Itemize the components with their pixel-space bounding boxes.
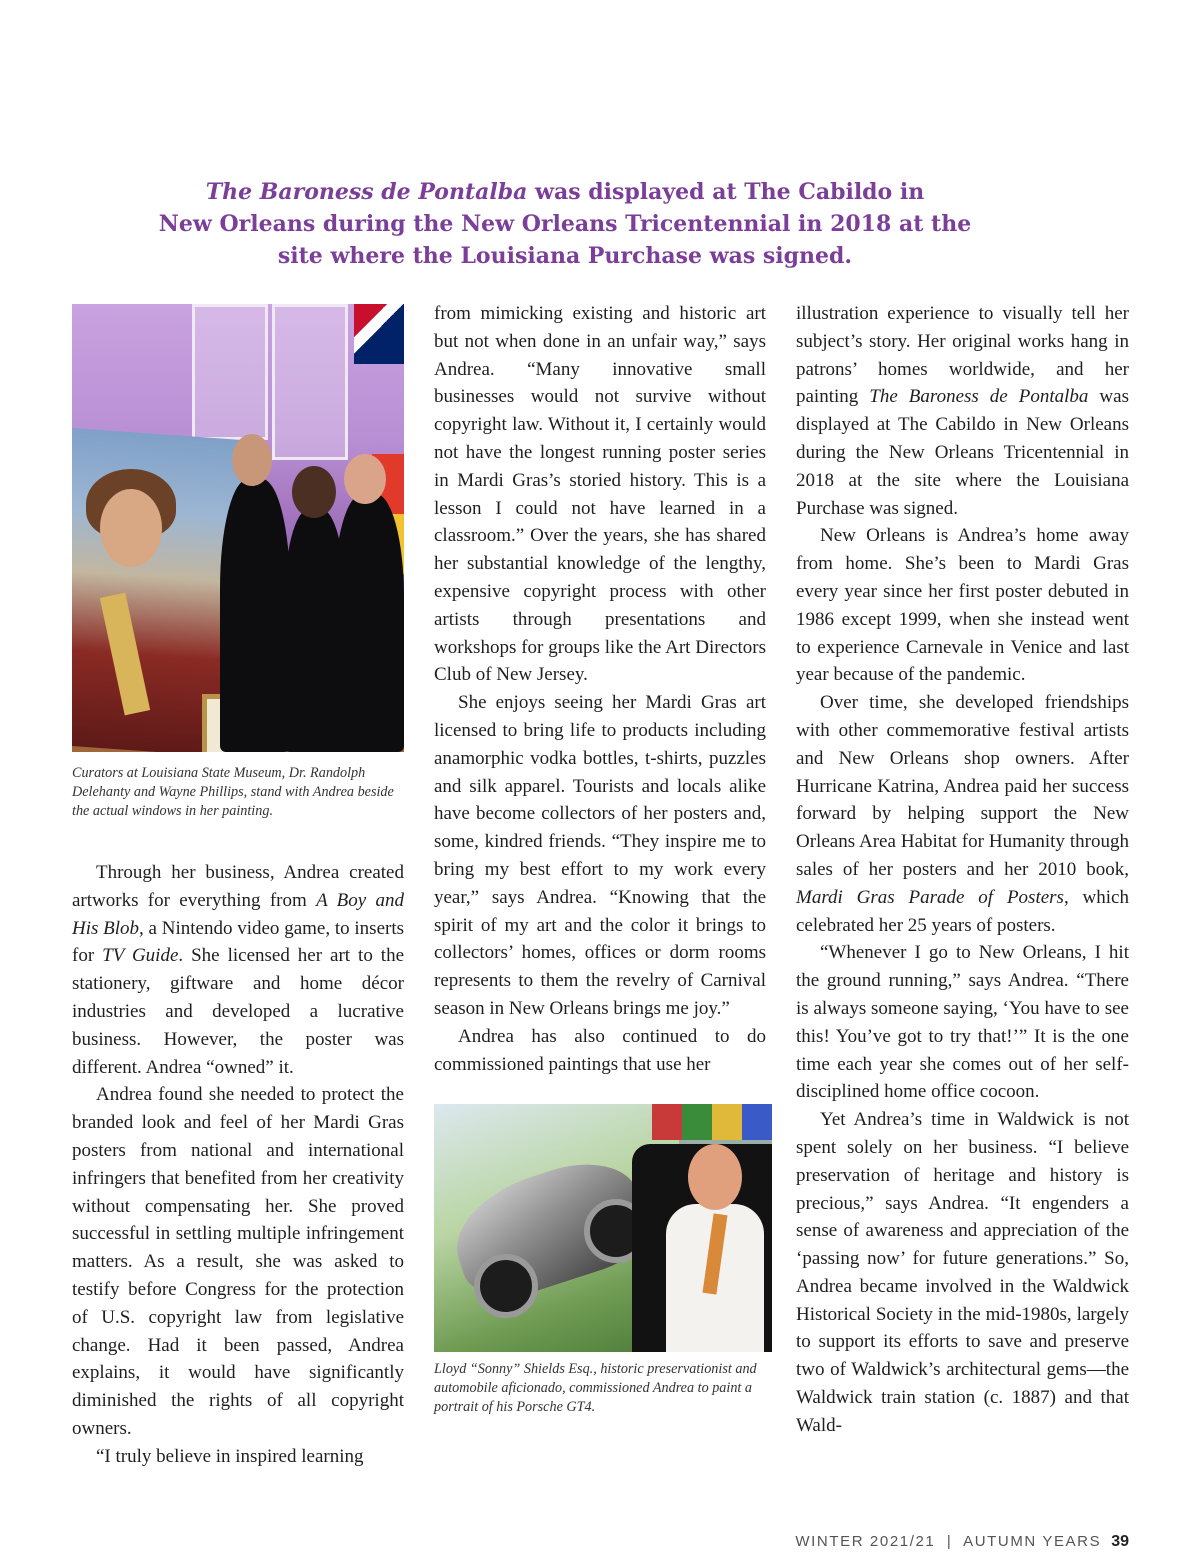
italic-title: TV Guide [102, 945, 179, 967]
person-head [232, 434, 272, 486]
pull-quote-title: The Baroness de Pontalba [205, 179, 528, 205]
text-run: illustration experience to visually tell her subject’s story. Her original works hang in patrons’ homes worldwide, and her painting [796, 303, 1129, 408]
porsche-photo [434, 1104, 772, 1352]
text-run: , which celebrated her 25 years of posters. [796, 886, 1129, 936]
flag-shape [354, 304, 404, 364]
man-head [688, 1144, 742, 1210]
text-run: a Nintendo video game, to inserts for [72, 917, 405, 967]
column-1 [72, 300, 404, 1471]
pull-quote-line3: site where the Louisiana Purchase was signed. [277, 243, 853, 269]
text-run: was displayed at The Cabildo in New Orleans during the New Orleans Tricentennial in 2018 at the site where the Louisiana Purchase was signed. [796, 386, 1129, 519]
paragraph: New Orleans is Andrea’s home away from home. She’s been to Mardi Gras every year since her first poster debuted in 1986 except 1999, when she instead went to experience Carnevale in Venice and last year because of the pandemic. [796, 525, 1129, 686]
paragraph: “Whenever I go to New Orleans, I hit the ground running,” says Andrea. “There is always someone saying, ‘You have to see this! You’ve got to try that!’” It is the one time each year she comes out of her self-disciplined home office cocoon. [796, 942, 1129, 1103]
paragraph: Yet Andrea’s time in Waldwick is not spent solely on her business. “I believe preservation of heritage and history is precious,” says Andrea. “It engenders a sense of awareness and appreciation of the ‘passing now’ for future generations.” So, Andrea became involved in the Waldwick Historical Society in the mid-1980s, largely to support its efforts to save and preserve two of Waldwick’s architectural gems—the Waldwick train station (c. 1887) and that Wald- [796, 1109, 1129, 1436]
text-run: . She licensed her art to the stationery, giftware and home décor industries and developed a lucrative business. However, the poster was different. Andrea “owned” it. [72, 945, 405, 1078]
person-head [344, 454, 386, 504]
text-run: Through her business, Andrea created artworks for everything from [72, 862, 404, 911]
paragraph: from mimicking existing and historic art but not when done in an unfair way,” says Andrea. “Many innovative small businesses would not survive without copyright law. Without it, I certainly would not have the longest running poster series in Mardi Gras’s storied history. This is a lesson I could not have learned in a classroom.” Over the years, she has shared her substantial knowledge of the lengthy, expensive copyright process with other artists through presentations and workshops for groups like the Art Directors Club of New Jersey. [434, 303, 766, 686]
window-shape [272, 304, 348, 460]
paragraph [72, 859, 404, 1081]
window-shape [192, 304, 268, 440]
page-number: 39 [1111, 1533, 1129, 1550]
photo-caption: Curators at Louisiana State Museum, Dr. Randolph Delehanty and Wayne Phillips, stand with Andrea beside the actual windows in her painting. [72, 765, 394, 819]
photo-caption: Lloyd “Sonny” Shields Esq., historic preservationist and automobile aficionado, commissioned Andrea to paint a portrait of his Porsche GT4. [434, 1361, 757, 1416]
page-footer [795, 1533, 1129, 1551]
italic-title: A Boy and His Blob, [72, 889, 404, 939]
column-3 [796, 300, 1129, 1440]
paragraph: “I truly believe in inspired learning [96, 1445, 364, 1467]
paragraph: Andrea found she needed to protect the branded look and feel of her Mardi Gras posters from national and international infringers that benefited from her creativity without compensating her. She proved successful in settling multiple infringement matters. As a result, she was asked to testify before Congress for the protection of U.S. copyright law from legislative change. Had it been passed, Andrea explains, it would have significantly diminished the rights of all copyright owners. [72, 1084, 404, 1439]
issue-label: WINTER 2021/21 | AUTUMN YEARS [795, 1533, 1102, 1550]
paragraph [796, 300, 1129, 522]
painted-face [100, 489, 162, 567]
paragraph: She enjoys seeing her Mardi Gras art licensed to bring life to products including anamorphic vodka bottles, t-shirts, puzzles and silk apparel. Tourists and locals alike have become collectors of her posters and, some, kindred friends. “They inspire me to bring my best effort to my work every year,” says Andrea. “Knowing that the spirit of my art and the color it brings to collectors’ homes, offices or dorm rooms represents to them the revelry of Carnival season in New Orleans brings me joy.” [434, 692, 766, 1019]
background-objects [652, 1104, 772, 1140]
text-run: Over time, she developed friendships with other commemorative festival artists and New Orleans shop owners. After Hurricane Katrina, Andrea paid her success forward by helping support the New Orleans Area Habitat for Humanity through sales of her posters and her 2010 book, [796, 692, 1129, 880]
pull-quote-line1: was displayed at The Cabildo in [527, 179, 925, 205]
museum-photo [72, 304, 404, 752]
person-figure [334, 494, 404, 752]
person-figure [220, 479, 290, 752]
pull-quote [150, 176, 980, 272]
pull-quote-line2: New Orleans during the New Orleans Tricentennial in 2018 at the [158, 211, 972, 237]
car-wheel [474, 1254, 538, 1318]
person-head [292, 466, 336, 518]
paragraph [796, 689, 1129, 939]
column-2 [434, 300, 766, 1417]
italic-title: Mardi Gras Parade of Posters [796, 886, 1064, 908]
paragraph: Andrea has also continued to do commissioned paintings that use her [434, 1025, 766, 1075]
italic-title: The Baroness de Pontalba [869, 386, 1089, 408]
